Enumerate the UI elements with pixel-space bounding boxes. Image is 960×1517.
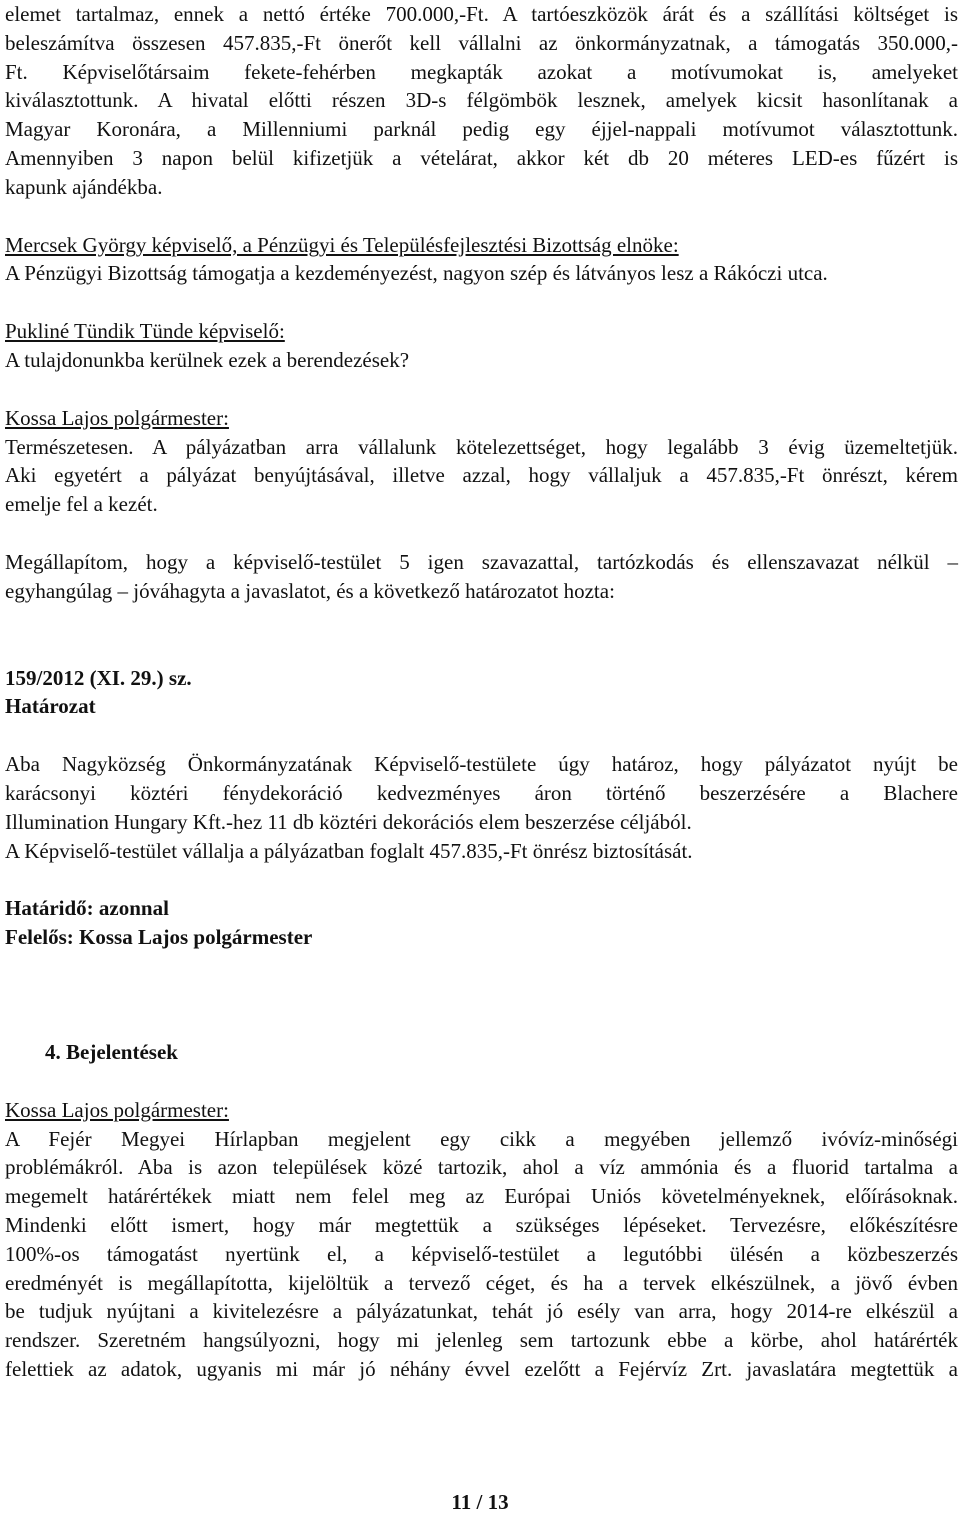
document-page — [5, 0, 958, 1384]
page-number: 11 / 13 — [451, 1490, 509, 1514]
pukline-statement — [5, 317, 958, 375]
text-line: elemet tartalmaz, ennek a nettó értéke 700.000,-Ft. A tartóeszközök árát és a szállítási költséget is — [5, 2, 958, 26]
text-line: kiválasztottunk. A hivatal előtti részen 3D-s félgömbök lesznek, amelyek kicsit hasonlítanak a — [5, 88, 958, 113]
text-line: rendszer. Szeretném hangsúlyozni, hogy mi jelenleg sem tartozunk ebbe a körbe, ahol határérték — [5, 1328, 958, 1353]
kossa-statement-2 — [5, 1096, 958, 1384]
text-line: Magyar Koronára, a Millenniumi parknál pedig egy éjjel-nappali motívumot választottunk. — [5, 117, 958, 142]
text-line: felettiek az adatok, ugyanis mi már jó néhány évvel ezelőtt a Fejérvíz Zrt. javaslatára megtettük a — [5, 1356, 958, 1381]
speaker-name: Kossa Lajos polgármester: — [5, 1097, 229, 1122]
resolution-number: 159/2012 (XI. 29.) sz. — [5, 665, 192, 690]
section-title: 4. Bejelentések — [45, 1039, 178, 1064]
speaker-name: Pukliné Tündik Tünde képviselő: — [5, 319, 285, 344]
text-line: be tudjuk nyújtani a kivitelezésre a pályázatunkat, tehát jó esély van arra, hogy 2014-re elkészül a — [5, 1299, 958, 1324]
resolution-responsible: Felelős: Kossa Lajos polgármester — [5, 925, 313, 950]
text-line: kapunk ajándékba. — [5, 174, 163, 199]
text-line: egyhangúlag – jóváhagyta a javaslatot, és a következő határozatot hozta: — [5, 578, 615, 603]
speaker-name: Kossa Lajos polgármester: — [5, 405, 229, 430]
text-line: Mindenki előtt ismert, hogy már megtettük a szükséges lépéseket. Tervezésre, előkészítésre — [5, 1212, 958, 1237]
text-line: Ft. Képviselőtársaim fekete-fehérben megkapták azokat a motívumokat is, amelyeket — [5, 59, 958, 84]
text-line: 100%-os támogatást nyertünk el, a képviselő-testület a legutóbbi ülésén a közbeszerzés — [5, 1241, 958, 1266]
text-line: eredményét is megállapította, kijelöltük a tervező céget, és ha a tervek elkészülnek, a jövő évben — [5, 1270, 958, 1295]
text-line: Aki egyetért a pályázat benyújtásával, illetve azzal, hogy vállaljuk a 457.835,-Ft önrészt, kérem — [5, 463, 958, 488]
mercsek-statement — [5, 231, 958, 289]
intro-paragraph — [5, 0, 958, 202]
text-line: problémákról. Aba is azon települések közé tartozik, ahol a víz ammónia és a fluorid tartalma a — [5, 1155, 958, 1180]
text-line: A Fejér Megyei Hírlapban megjelent egy cikk a megyében jellemző ivóvíz-minőségi — [5, 1126, 958, 1151]
kossa-statement-1 — [5, 404, 958, 519]
resolution-deadline: Határidő: azonnal — [5, 896, 169, 921]
text-line: Megállapítom, hogy a képviselő-testület 5 igen szavazattal, tartózkodás és ellenszavazat nélkül – — [5, 549, 958, 574]
text-line: Amennyiben 3 napon belül kifizetjük a vételárat, akkor két db 20 méteres LED-es fűzért is — [5, 145, 958, 170]
text-line: beleszámítva összesen 457.835,-Ft önerőt kell vállalni az önkormányzatnak, a támogatás 350.000,- — [5, 30, 958, 55]
text-line: Természetesen. A pályázatban arra vállalunk kötelezettséget, hogy legalább 3 évig üzemeltetjük. — [5, 434, 958, 459]
text-line: megemelt határértékek miatt nem felel meg az Európai Uniós követelményeknek, előírásoknak. — [5, 1184, 958, 1209]
text-line: Aba Nagyközség Önkormányzatának Képviselő-testülete úgy határoz, hogy pályázatot nyújt be — [5, 752, 958, 777]
statement-text: A tulajdonunkba kerülnek ezek a berendezések? — [5, 347, 410, 372]
text-line: A Képviselő-testület vállalja a pályázatban foglalt 457.835,-Ft önrész biztosítását. — [5, 838, 693, 863]
resolution-heading: Határozat — [5, 694, 96, 719]
resolution-block — [5, 664, 958, 952]
text-line: karácsonyi köztéri fénydekoráció kedvezményes áron történő beszerzésére a Blachere — [5, 780, 958, 805]
text-line: Illumination Hungary Kft.-hez 11 db köztéri dekorációs elem beszerzése céljából. — [5, 809, 692, 834]
vote-paragraph — [5, 548, 958, 606]
statement-text: A Pénzügyi Bizottság támogatja a kezdeményezést, nagyon szép és látványos lesz a Rákóczi utca. — [5, 261, 828, 286]
speaker-name: Mercsek György képviselő, a Pénzügyi és Településfejlesztési Bizottság elnöke: — [5, 232, 679, 257]
text-line: emelje fel a kezét. — [5, 492, 158, 517]
